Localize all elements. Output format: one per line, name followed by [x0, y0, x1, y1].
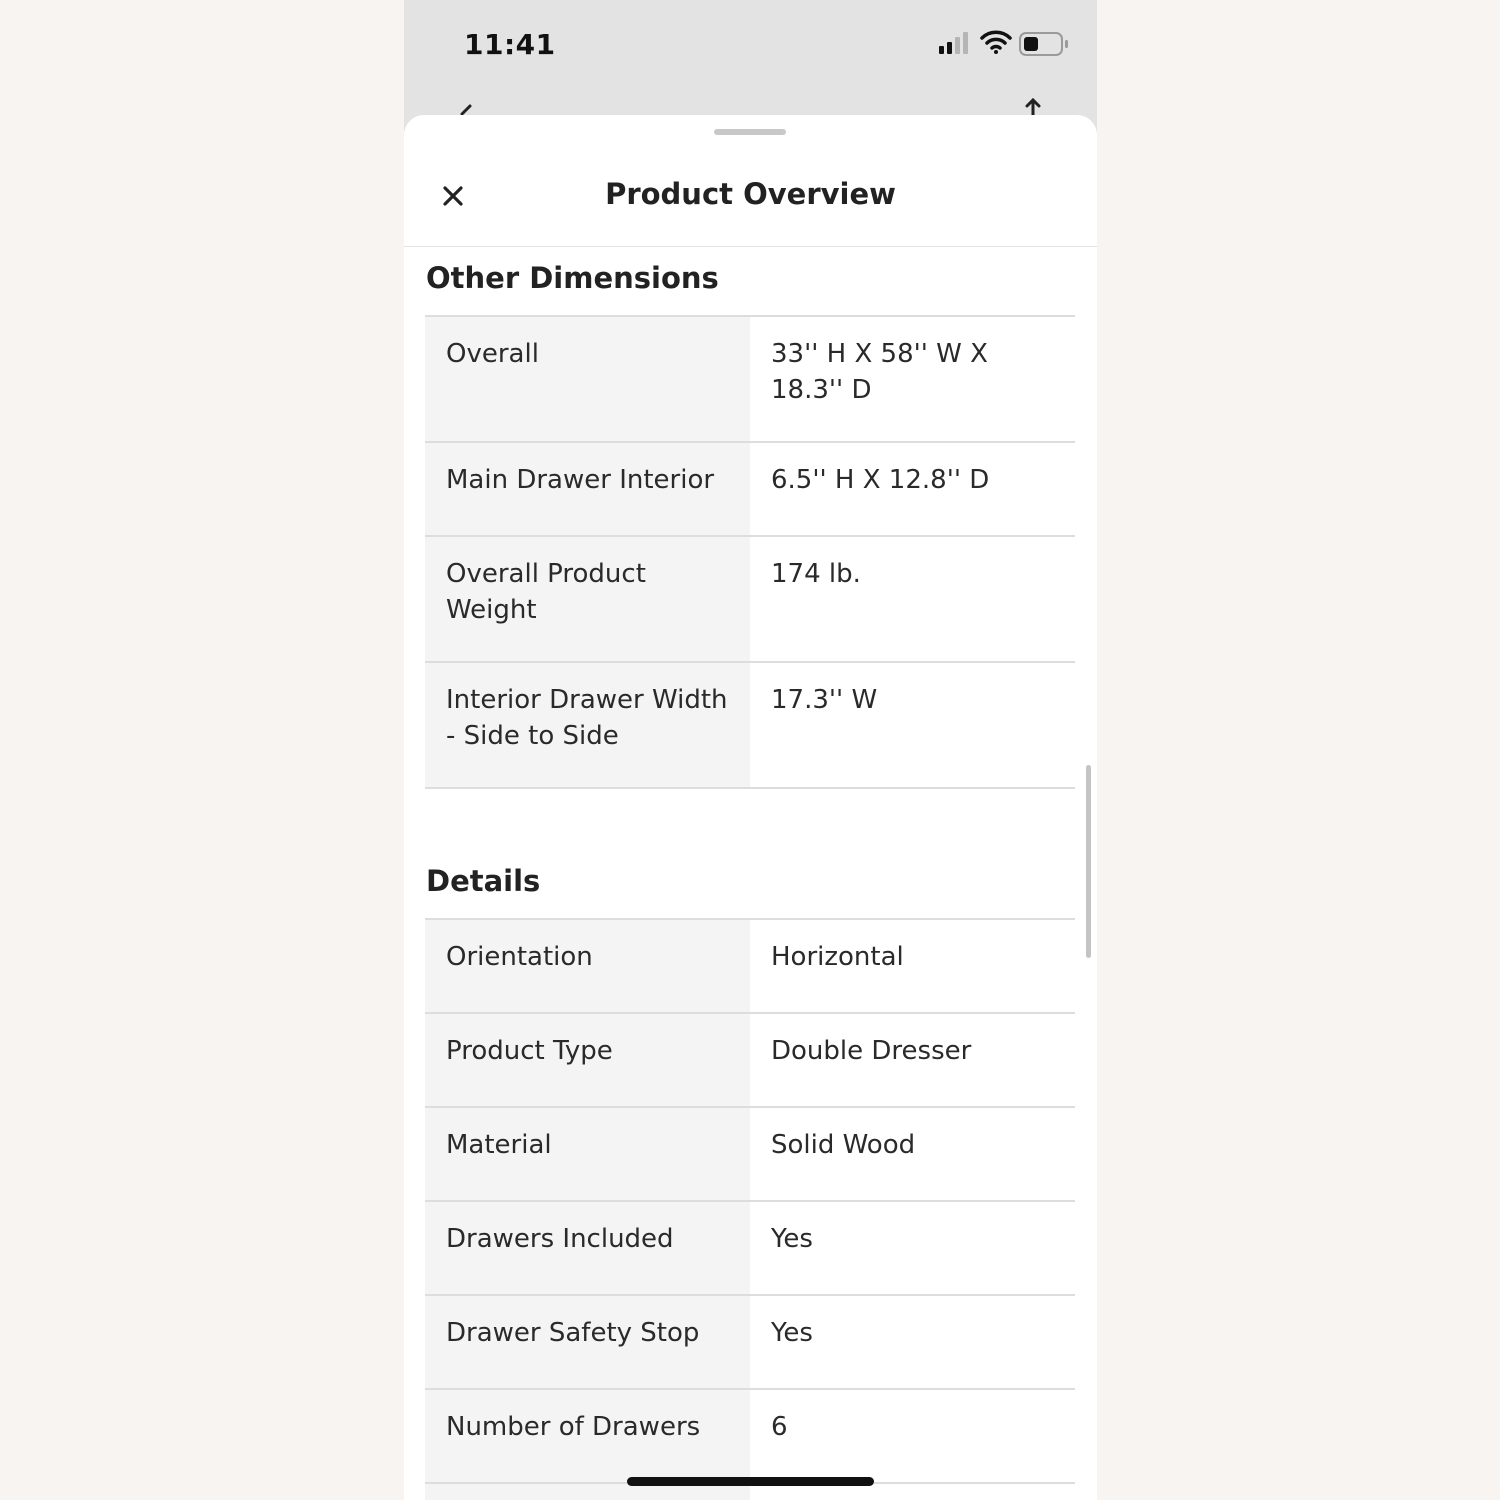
other-dimensions-table — [425, 315, 1075, 789]
cellular-signal-icon — [939, 32, 971, 54]
spec-value-empty — [750, 1484, 1075, 1500]
table-row — [425, 1484, 1075, 1500]
spec-value: 17.3'' W — [750, 663, 1075, 787]
phone-screen — [404, 0, 1097, 1500]
spec-label: Overall — [425, 317, 750, 441]
product-overview-sheet — [404, 115, 1097, 1500]
spec-label: Orientation — [425, 920, 750, 1012]
table-row — [425, 537, 1075, 663]
spec-value: Horizontal — [750, 920, 1075, 1012]
chevron-left-icon — [454, 96, 478, 116]
spec-label: Number of Drawers — [425, 1390, 750, 1482]
table-row — [425, 920, 1075, 1014]
spec-value: Yes — [750, 1296, 1075, 1388]
table-row — [425, 1296, 1075, 1390]
home-indicator[interactable] — [627, 1477, 874, 1486]
table-row — [425, 663, 1075, 789]
spec-label: Drawers Included — [425, 1202, 750, 1294]
spec-label: Main Drawer Interior — [425, 443, 750, 535]
scroll-indicator[interactable] — [1086, 765, 1091, 958]
sheet-content — [425, 248, 1075, 1500]
table-row — [425, 443, 1075, 537]
sheet-title: Product Overview — [605, 177, 896, 211]
table-row — [425, 1202, 1075, 1296]
section-title-other-dimensions: Other Dimensions — [426, 261, 719, 295]
status-time: 11:41 — [464, 28, 556, 61]
spec-label: Drawer Safety Stop — [425, 1296, 750, 1388]
spec-value: 33'' H X 58'' W X 18.3'' D — [750, 317, 1075, 441]
table-row — [425, 317, 1075, 443]
sheet-header — [404, 115, 1097, 247]
spec-label-empty — [425, 1484, 750, 1500]
spec-label: Product Type — [425, 1014, 750, 1106]
table-row — [425, 1390, 1075, 1484]
spec-value: Solid Wood — [750, 1108, 1075, 1200]
table-row — [425, 1108, 1075, 1202]
battery-icon — [1019, 32, 1069, 56]
status-bar — [404, 0, 1097, 90]
spec-label: Material — [425, 1108, 750, 1200]
spec-value: 6 — [750, 1390, 1075, 1482]
spec-label: Overall Product Weight — [425, 537, 750, 661]
spec-value: Yes — [750, 1202, 1075, 1294]
section-title-details: Details — [426, 864, 541, 898]
spec-label: Interior Drawer Width - Side to Side — [425, 663, 750, 787]
spec-value: 174 lb. — [750, 537, 1075, 661]
table-row — [425, 1014, 1075, 1108]
wifi-icon — [980, 30, 1012, 54]
spec-value: 6.5'' H X 12.8'' D — [750, 443, 1075, 535]
details-table — [425, 918, 1075, 1500]
spec-value: Double Dresser — [750, 1014, 1075, 1106]
